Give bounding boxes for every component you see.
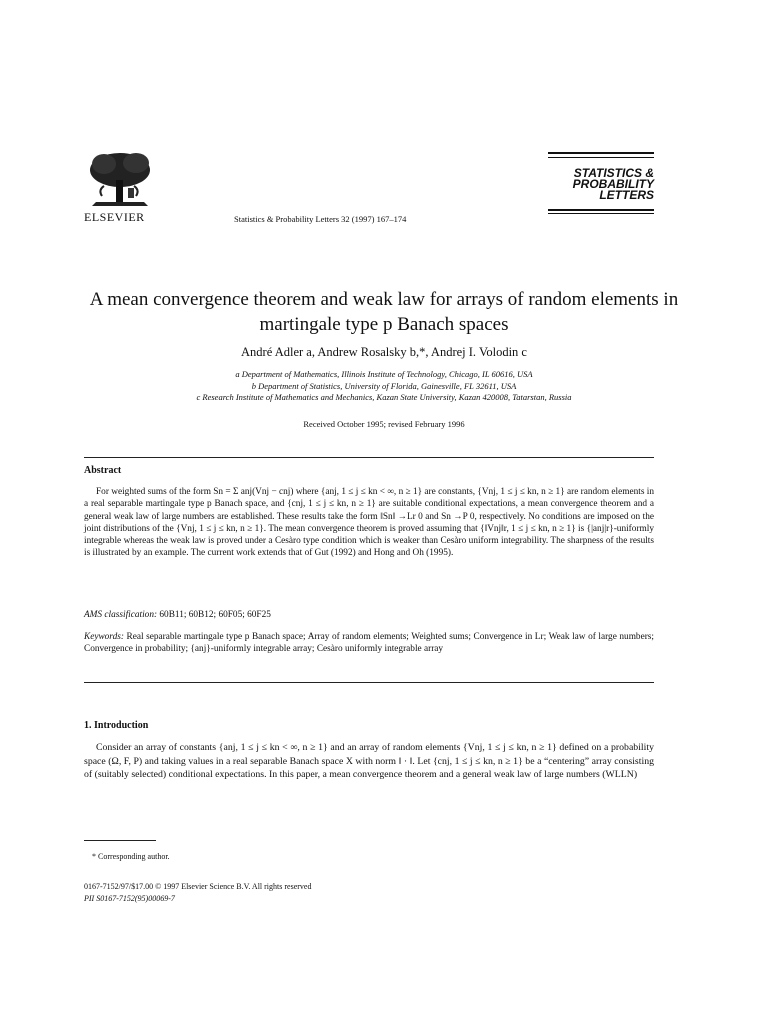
affiliation-line: b Department of Statistics, University of Florida, Gainesville, FL 32611, USA [251,380,517,391]
elsevier-tree-logo-icon [84,150,156,210]
section-heading: 1. Introduction [84,720,149,731]
introduction-body: Consider an array of constants {anj, 1 ≤ j ≤ kn < ∞, n ≥ 1} and an array of random elements {Vnj, 1 ≤ j ≤ kn, n ≥ 1} defined on a probability space (Ω, F, P) and taking values in a real separable Banach space X with norm ‖ · ‖. Let {cnj, 1 ≤ j ≤ kn, n ≥ 1} be a “centering” array consisting of (suitably selected) conditional expectations. In this paper, a mean convergence theorem and a general weak law of large numbers (WLLN) [84,742,654,780]
affiliations [60,369,708,404]
journal-brand-logo [548,168,654,201]
abstract-body: For weighted sums of the form Sn = Σ anj(Vnj − cnj) where {anj, 1 ≤ j ≤ kn < ∞, n ≥ 1} are constants, {Vnj, 1 ≤ j ≤ kn, n ≥ 1} are random elements in a real separable martingale type p Banach space, and {cnj, 1 ≤ j ≤ kn, n ≥ 1} are suitable conditional expectations, a mean convergence theorem and a general weak law of large numbers are established. These results take the form ‖Sn‖ →Lr 0 and Sn →P 0, respectively. No conditions are imposed on the joint distributions of the {Vnj, 1 ≤ j ≤ kn, n ≥ 1}. The mean convergence theorem is proved assuming that {‖Vnj‖r, 1 ≤ j ≤ kn, n ≥ 1} is {|anj|r}-uniformly integrable whereas the weak law is proved under a Cesàro type condition which is weaker than Cesàro uniform integrability. The sharpness of the results is illustrated by an example. The current work extends that of Gut (1992) and Hong and Oh (1995). [84,487,654,559]
abstract-heading: Abstract [84,465,122,476]
section-divider [84,682,654,683]
keywords [84,631,654,656]
ams-value: 60B11; 60B12; 60F05; 60F25 [159,610,271,620]
ams-label: AMS classification: [84,610,158,620]
journal-reference: Statistics & Probability Letters 32 (1997) 167–174 [234,214,407,224]
brand-rule [548,157,654,158]
brand-line: STATISTICS & [573,166,654,180]
pii-line: PII S0167-7152(95)00069-7 [84,893,175,903]
brand-line: LETTERS [599,188,654,202]
brand-rule [548,152,654,154]
ams-classification [84,610,654,620]
affiliation-line: c Research Institute of Mathematics and Mechanics, Kazan State University, Kazan 420008, Tatarstan, Russia [196,392,572,402]
section-divider [84,457,654,458]
copyright-line: 0167-7152/97/$17.00 © 1997 Elsevier Science B.V. All rights reserved [84,882,312,891]
corresponding-author-footnote: * Corresponding author. [92,852,170,861]
brand-rule [548,209,654,211]
copyright-block [84,881,311,904]
brand-rule [548,213,654,214]
affiliation-line: a Department of Mathematics, Illinois Institute of Technology, Chicago, IL 60616, USA [235,369,533,379]
footnote-rule [84,840,156,841]
paper-title: A mean convergence theorem and weak law for arrays of random elements in martingale type p Banach spaces [89,289,679,335]
author-list: André Adler a, Andrew Rosalsky b,*, Andrej I. Volodin c [241,345,527,359]
publisher-name: ELSEVIER [84,210,145,224]
brand-line: PROBABILITY [572,177,654,191]
keywords-label: Keywords: [84,632,124,642]
keywords-value: Real separable martingale type p Banach space; Array of random elements; Weighted sums; Convergence in Lr; Weak law of large numbers; Convergence in probability; {anj}-uniformly integrable array; Cesàro uniformly integrable array [84,632,654,655]
received-dates: Received October 1995; revised February 1996 [303,419,465,429]
